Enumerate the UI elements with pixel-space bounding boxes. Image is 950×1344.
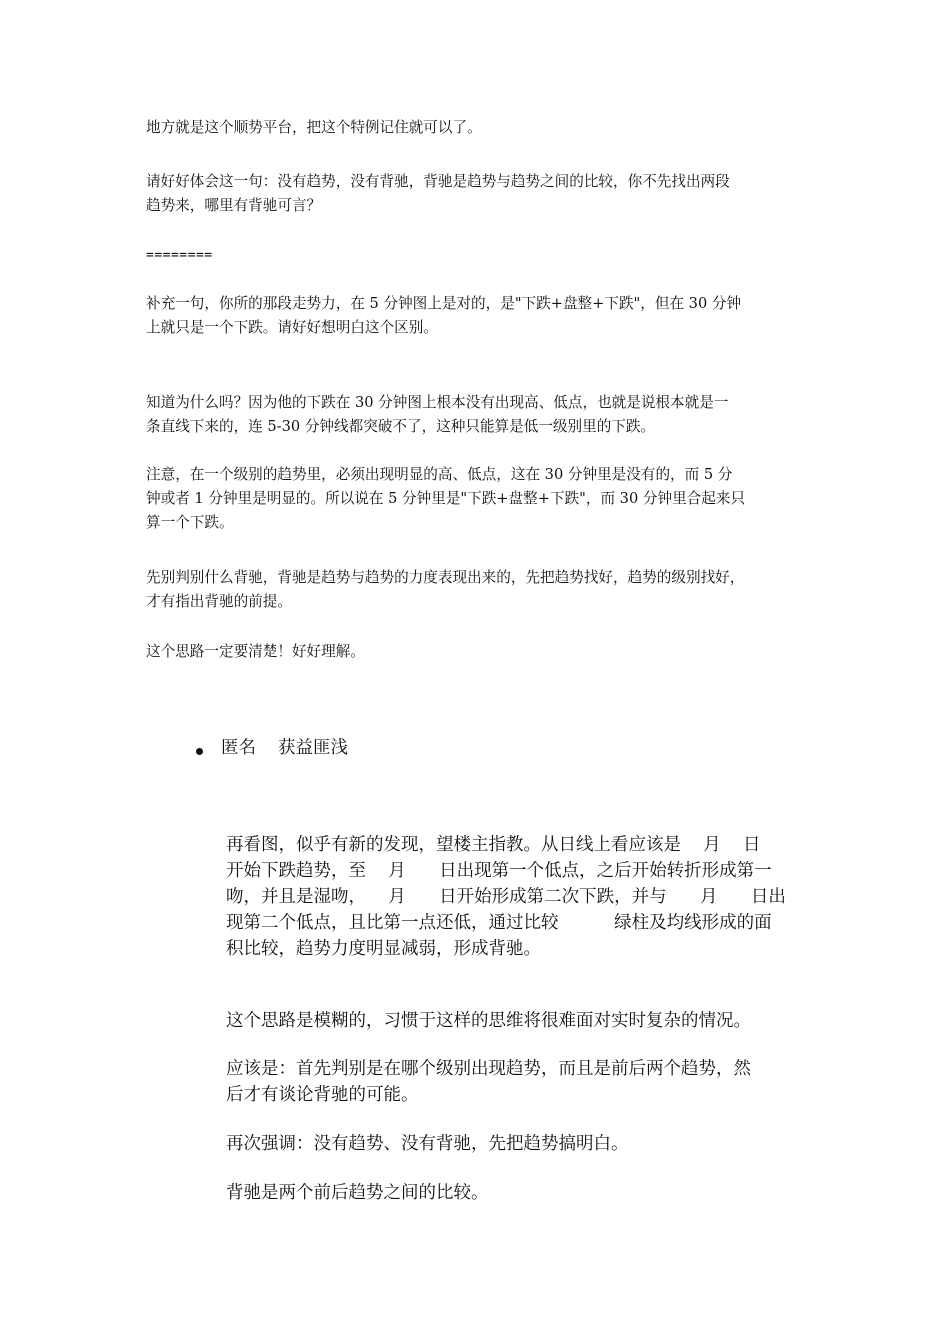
text-line: 先别判别什么背驰，背驰是趋势与趋势的力度表现出来的，先把趋势找好，趋势的级别找好， [146,569,745,586]
text-line: 注意，在一个级别的趋势里，必须出现明显的高、低点，这在 30 分钟里是没有的，而 5 分 [146,466,733,483]
comment-title: 获益匪浅 [278,738,348,758]
comment-author: 匿名 [221,738,256,758]
text-line: 地方就是这个顺势平台，把这个特例记住就可以了。 [146,119,482,136]
reply-paragraph-1 [226,1008,816,1034]
bullet-icon [196,748,203,755]
text-line: 背驰是两个前后趋势之间的比较。 [226,1183,489,1203]
paragraph-3 [146,292,810,340]
comment-question [226,832,816,962]
text-line: 趋势来，哪里有背驰可言？ [146,197,322,214]
text-line: 算一个下跌。 [146,514,234,531]
text-line: 这个思路是模糊的，习惯于这样的思维将很难面对实时复杂的情况。 [226,1011,751,1031]
comment-header [196,735,348,761]
reply-paragraph-4 [226,1180,816,1206]
text-line: 上就只是一个下跌。请好好想明白这个区别。 [146,319,438,336]
text-line: 后才有谈论背驰的可能。 [226,1085,419,1105]
text-line: 钟或者 1 分钟里是明显的。所以说在 5 分钟里是"下跌+盘整+下跌"，而 30 分钟里合起来只 [146,490,746,507]
text-line: 吻，并且是湿吻， 月 日开始形成第二次下跌，并与 月 日出 [226,887,786,907]
text-line: 条直线下来的，连 5-30 分钟线都突破不了，这种只能算是低一级别里的下跌。 [146,418,656,435]
paragraph-6 [146,566,810,614]
paragraph-4 [146,391,810,439]
paragraph-2 [146,170,810,218]
text-line: 才有指出背驰的前提。 [146,593,292,610]
reply-paragraph-3 [226,1131,816,1157]
text-line: 应该是：首先判别是在哪个级别出现趋势，而且是前后两个趋势，然 [226,1059,751,1079]
text-line: 补充一句，你所的那段走势力，在 5 分钟图上是对的，是"下跌+盘整+下跌"，但在 30 分钟 [146,295,742,312]
text-line: 积比较，趋势力度明显减弱，形成背驰。 [226,939,541,959]
text-line: 现第二个低点，且比第一点还低，通过比较 绿柱及均线形成的面 [226,913,772,933]
reply-paragraph-2 [226,1056,816,1108]
text-line: 知道为什么吗？因为他的下跌在 30 分钟图上根本没有出现高、低点，也就是说根本就是一 [146,394,729,411]
text-line: 再看图，似乎有新的发现，望楼主指教。从日线上看应该是 月 日 [226,835,761,855]
divider-line: ======== [146,248,213,263]
text-line: 开始下跌趋势，至 月 日出现第一个低点，之后开始转折形成第一 [226,861,772,881]
text-line: 请好好体会这一句：没有趋势，没有背驰，背驰是趋势与趋势之间的比较，你不先找出两段 [146,173,730,190]
text-line: 再次强调：没有趋势、没有背驰，先把趋势搞明白。 [226,1134,629,1154]
text-line: 这个思路一定要清楚！好好理解。 [146,643,365,660]
paragraph-1 [146,116,810,140]
paragraph-5 [146,463,810,535]
paragraph-7 [146,640,810,664]
